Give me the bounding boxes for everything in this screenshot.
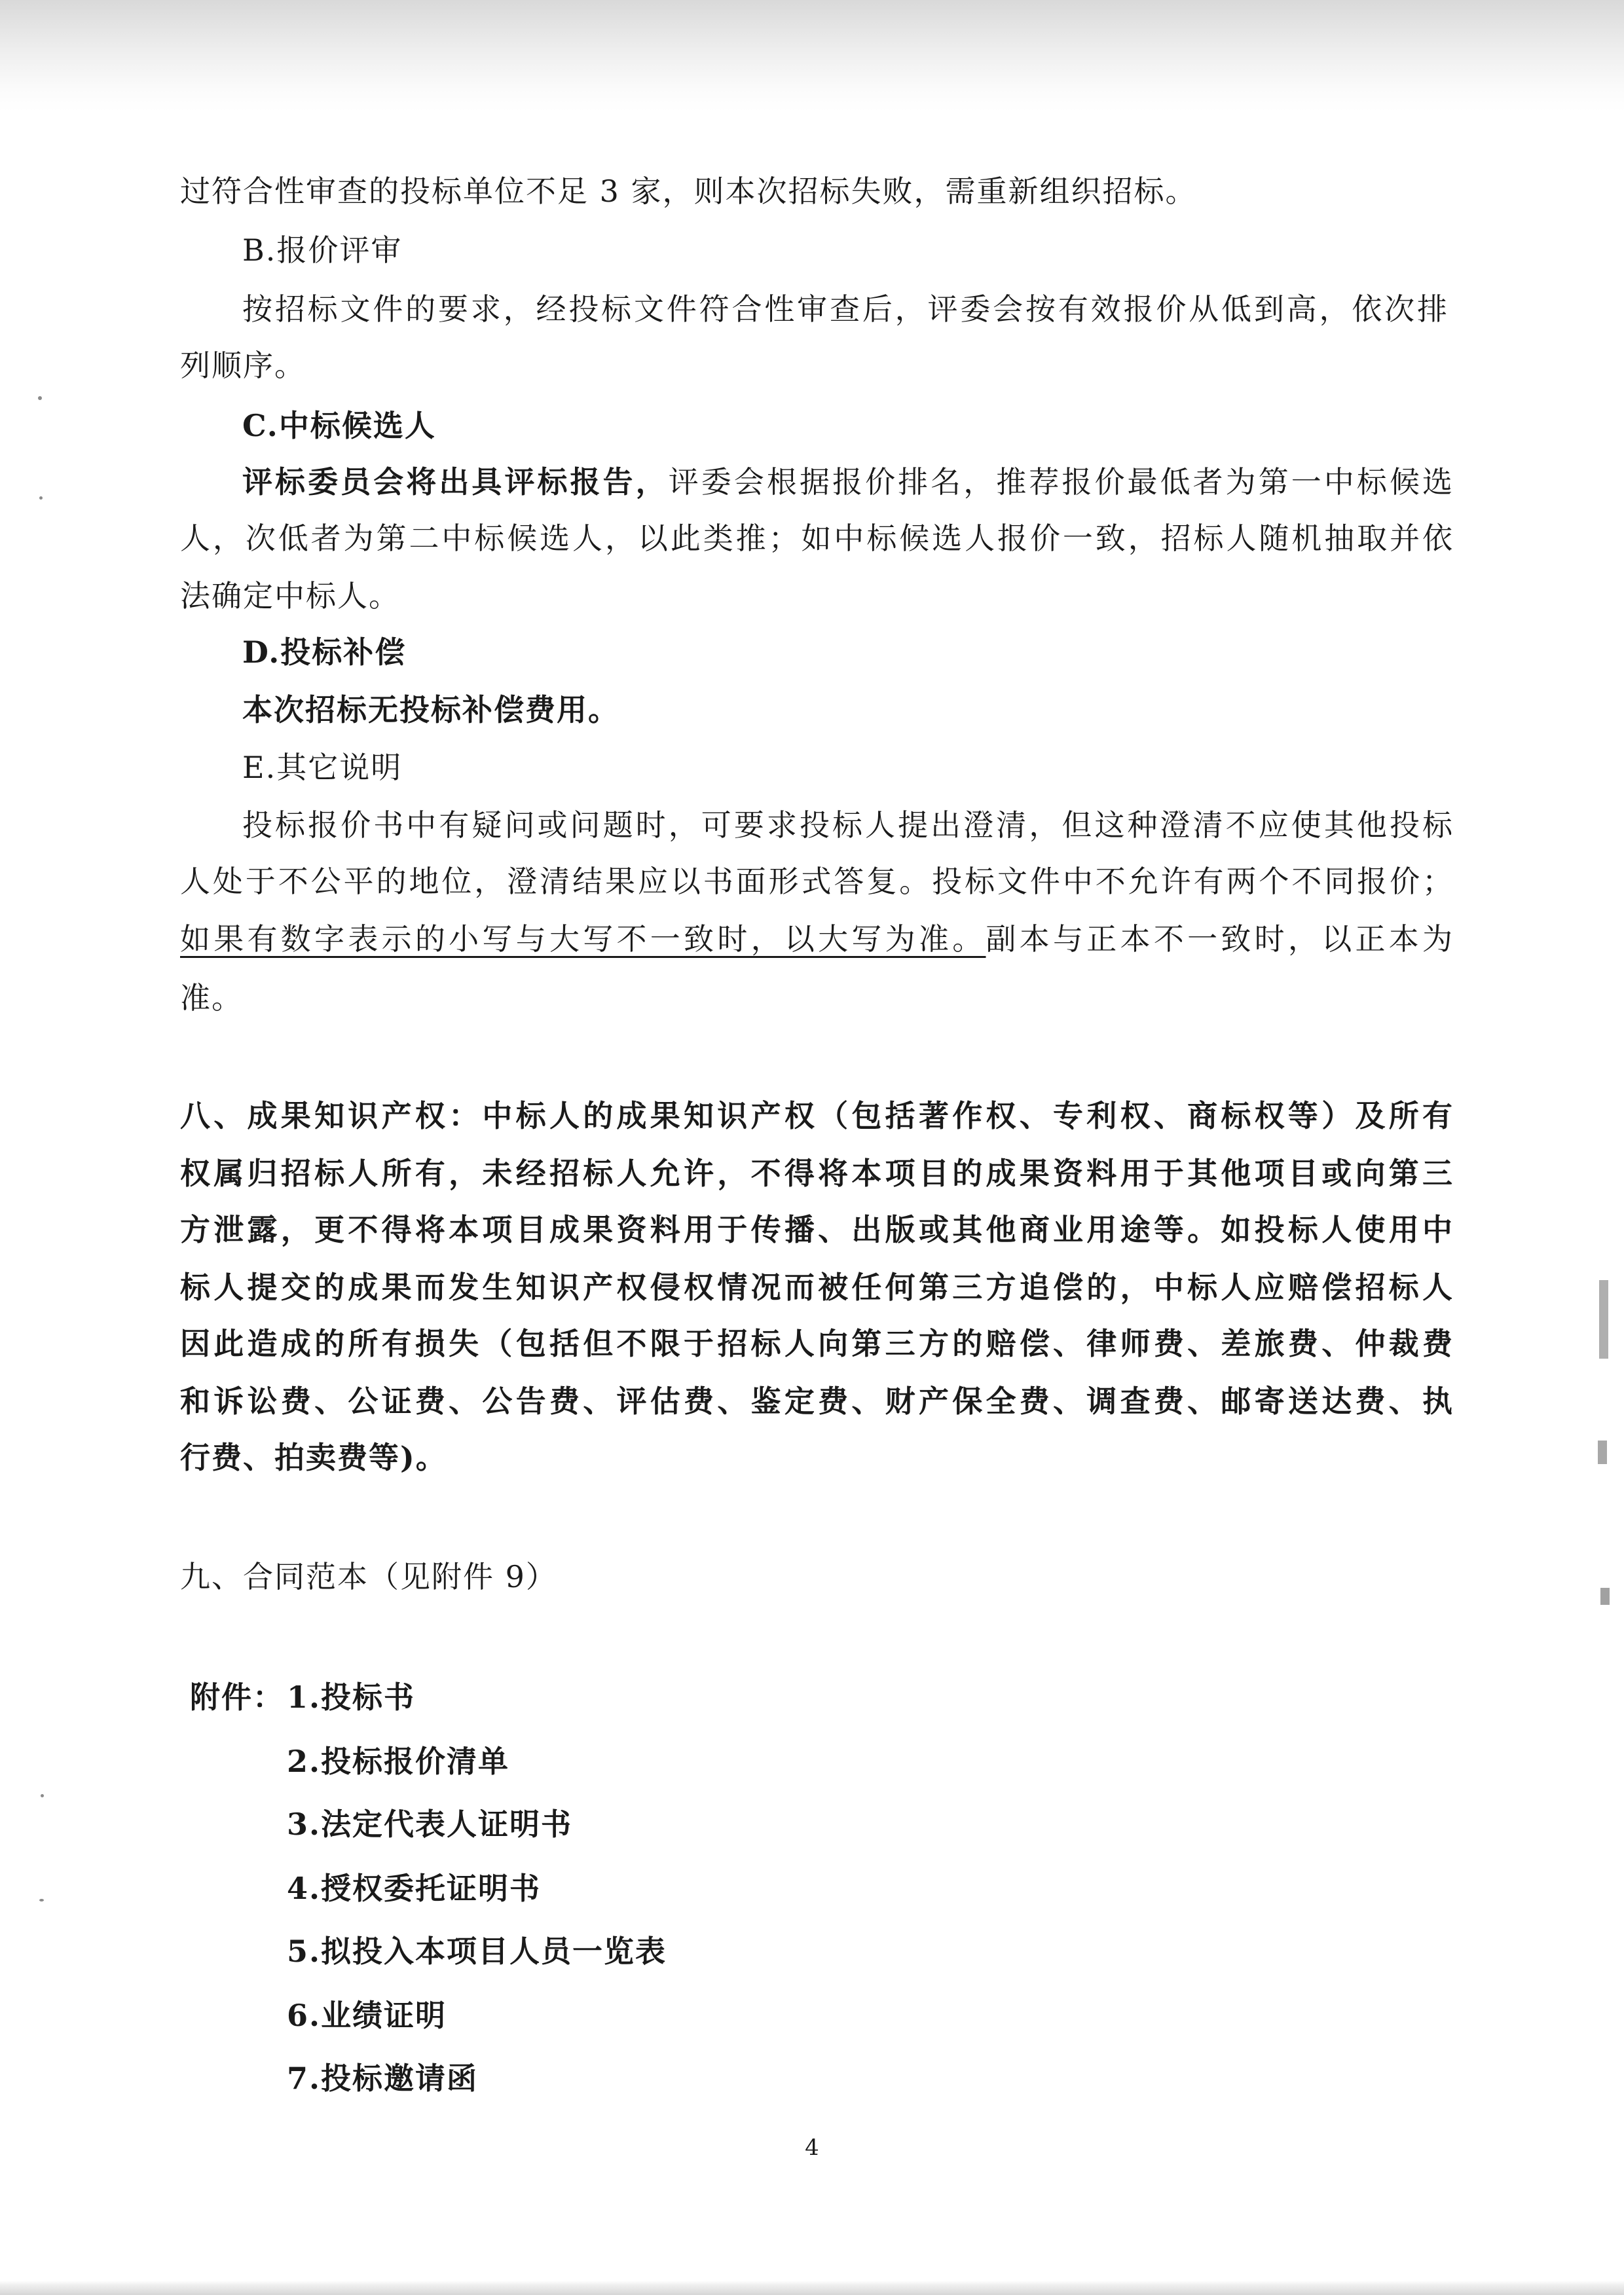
attachment-item: 2.投标报价清单 [287, 1744, 510, 1779]
section-9-heading: 九、合同范本（见附件 9） [180, 1559, 557, 1594]
scan-speck [39, 496, 43, 500]
text-run: 评委会根据报价排名，推荐报价最低者为第一中标候选 [668, 464, 1454, 500]
section-8-line: 八、成果知识产权：中标人的成果知识产权（包括著作权、专利权、商标权等）及所有 [180, 1098, 1454, 1133]
section-heading-c: C.中标候选人 [242, 408, 436, 443]
section-heading-d: D.投标补偿 [242, 634, 407, 670]
section-8-line: 和诉讼费、公证费、公告费、评估费、鉴定费、财产保全费、调查费、邮寄送达费、执 [180, 1384, 1454, 1419]
paragraph-line: 人，次低者为第二中标候选人，以此类推；如中标候选人报价一致，招标人随机抽取并依 [180, 521, 1454, 556]
paragraph-line: 投标报价书中有疑问或问题时，可要求投标人提出澄清，但这种澄清不应使其他投标 [242, 807, 1454, 843]
attachments-label: 附件： [190, 1680, 284, 1715]
attachment-item: 5.拟投入本项目人员一览表 [287, 1934, 667, 1969]
section-8-line: 行费、拍卖费等)。 [180, 1440, 447, 1475]
paragraph-line [180, 919, 1454, 959]
attachment-item: 7.投标邀请函 [287, 2061, 479, 2096]
section-heading-b: B.报价评审 [242, 232, 403, 268]
scan-speck [39, 1899, 44, 1901]
paragraph-line: 按招标文件的要求，经投标文件符合性审查后，评委会按有效报价从低到高，依次排 [242, 291, 1449, 327]
attachment-item: 3.法定代表人证明书 [287, 1807, 573, 1842]
scan-speck [41, 1794, 44, 1797]
bold-phrase: 评标委员会将出具评标报告， [242, 464, 669, 500]
paragraph-line: 本次招标无投标补偿费用。 [242, 692, 619, 727]
page-number: 4 [805, 2135, 819, 2161]
paragraph-line [242, 462, 1454, 502]
section-8-line: 方泄露，更不得将本项目成果资料用于传播、出版或其他商业用途等。如投标人使用中 [180, 1212, 1454, 1247]
paragraph-line: 法确定中标人。 [180, 578, 400, 614]
margin-mark [1599, 1280, 1608, 1359]
scan-speck [38, 396, 42, 400]
section-heading-e: E.其它说明 [242, 750, 403, 785]
margin-mark [1598, 1441, 1607, 1464]
paragraph-line: 过符合性审查的投标单位不足 3 家，则本次招标失败，需重新组织招标。 [180, 174, 1197, 209]
paragraph-line: 人处于不公平的地位，澄清结果应以书面形式答复。投标文件中不允许有两个不同报价； [180, 864, 1454, 899]
underlined-phrase: 如果有数字表示的小写与大写不一致时，以大写为准。 [180, 921, 986, 957]
attachment-item: 1.投标书 [287, 1680, 416, 1715]
section-8-line: 标人提交的成果而发生知识产权侵权情况而被任何第三方追偿的，中标人应赔偿招标人 [180, 1270, 1454, 1305]
paragraph-line: 列顺序。 [180, 348, 306, 383]
attachment-item: 4.授权委托证明书 [287, 1871, 542, 1906]
text-run: 副本与正本不一致时，以正本为 [986, 921, 1454, 957]
margin-mark [1600, 1588, 1610, 1605]
section-8-line: 因此造成的所有损失（包括但不限于招标人向第三方的赔偿、律师费、差旅费、仲裁费 [180, 1326, 1454, 1361]
paragraph-line: 准。 [180, 980, 243, 1016]
section-8-line: 权属归招标人所有，未经招标人允许，不得将本项目的成果资料用于其他项目或向第三 [180, 1156, 1454, 1191]
attachment-item: 6.业绩证明 [287, 1998, 447, 2033]
